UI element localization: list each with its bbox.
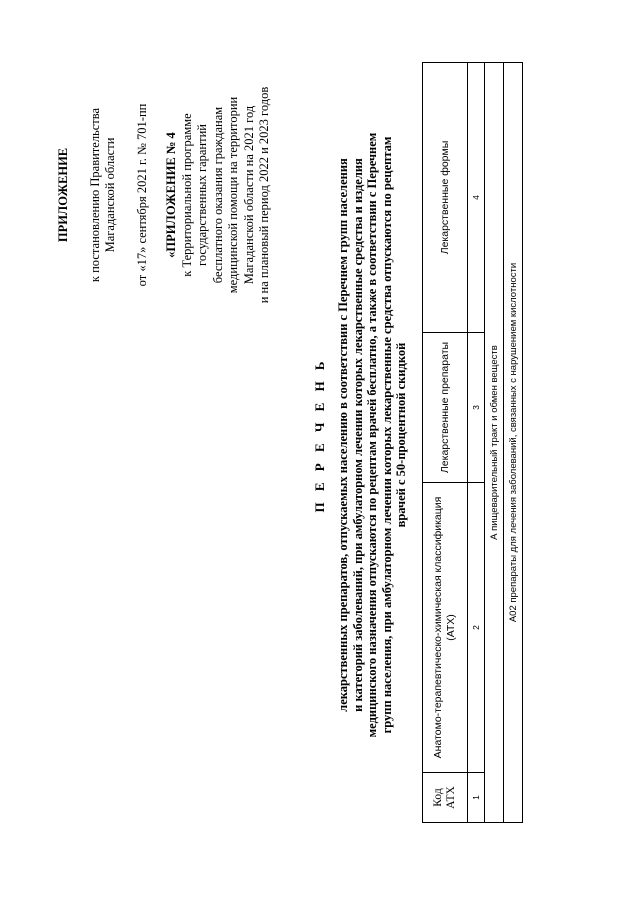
appendix-date-line: от «17» сентября 2021 г. № 701-пп bbox=[134, 103, 149, 287]
column-number: 1 bbox=[468, 773, 485, 823]
appendix-line: к постановлению Правительства bbox=[87, 107, 102, 283]
table-header-row bbox=[423, 63, 468, 823]
list-subtitle-line: врачей с 50-процентной скидкой bbox=[394, 342, 408, 528]
header-atc-classification: Анатомо-терапевтическо-химическая классификация (АТХ) bbox=[423, 483, 468, 773]
header-code: Код АТХ bbox=[423, 773, 468, 823]
appendix-title: ПРИЛОЖЕНИЕ bbox=[56, 147, 70, 243]
list-subtitle-line: медицинского назначения отпускаются по рецептам врачей бесплатно, а также в соответствии с Перечнем bbox=[365, 132, 379, 738]
annex-line: Магаданской области на 2021 год bbox=[241, 105, 256, 285]
appendix-line: Магаданской области bbox=[103, 137, 117, 253]
header-dosage-forms: Лекарственные формы bbox=[423, 63, 468, 333]
list-subtitle bbox=[336, 15, 409, 855]
list-title: П Е Р Е Ч Е Н Ь bbox=[312, 357, 327, 513]
section-heading: А пищеварительный тракт и обмен веществ bbox=[485, 63, 504, 823]
column-number: 2 bbox=[468, 483, 485, 773]
annex-line: государственных гарантий bbox=[195, 124, 209, 266]
annex-line: и на плановый период 2022 и 2023 годов bbox=[257, 86, 271, 304]
annex-line: медицинской помощи на территории bbox=[226, 96, 240, 294]
annex-line: к Территориальной программе bbox=[179, 113, 194, 277]
annex-line: бесплатного оказания гражданам bbox=[210, 106, 225, 284]
table-section-row bbox=[485, 63, 504, 823]
subsection-heading: А02 препараты для лечения заболеваний, связанных с нарушением кислотности bbox=[504, 63, 523, 823]
header-drugs: Лекарственные препараты bbox=[423, 333, 468, 483]
column-number: 4 bbox=[468, 63, 485, 333]
table-number-row bbox=[468, 63, 485, 823]
list-subtitle-line: лекарственных препаратов, отпускаемых населению в соответствии с Перечнем групп населения bbox=[336, 158, 350, 712]
appendix-header bbox=[56, 25, 273, 365]
drug-table bbox=[422, 62, 523, 823]
list-subtitle-line: и категорий заболеваний, при амбулаторном лечении которых лекарственные средства и изделия bbox=[350, 158, 365, 712]
list-subtitle-line: групп населения, при амбулаторном лечении которых лекарственные средства отпускаются по рецептам bbox=[379, 136, 394, 734]
annex-title: «ПРИЛОЖЕНИЕ № 4 bbox=[164, 132, 178, 258]
table-subsection-row bbox=[504, 63, 523, 823]
column-number: 3 bbox=[468, 333, 485, 483]
